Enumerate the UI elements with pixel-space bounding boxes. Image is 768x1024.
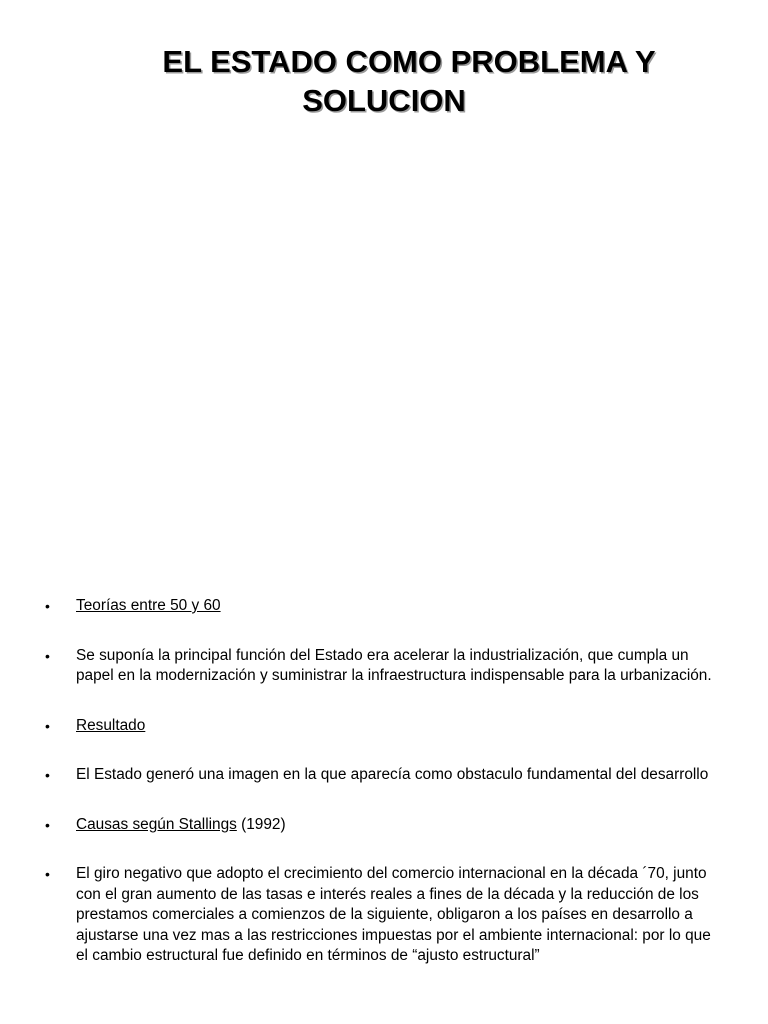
bullet-icon: • [45,717,50,734]
bullet-icon: • [45,767,50,783]
title-line-2: SOLUCION [302,83,466,118]
page-title [0,42,768,120]
list-item [0,646,768,687]
bullet-text: El giro negativo que adopto el crecimiento del comercio internacional en la década ´70, junto con el gran aumento de las tasas e interés reales a fines de la década y la reducción de los prestamos comerciales a comienzos de la siguiente, obligaron a los países en desarrollo a ajustarse una vez mas a las restricciones impuestas por el ambiente internacional: por lo que el cambio estructural fue definido en términos de “ajusto estructural” [76,865,711,964]
list-item [0,596,768,617]
list-item [0,815,768,836]
bullet-text: (1992) [236,815,286,833]
bullet-text: Se suponía la principal función del Estado era acelerar la industrialización, que cumpla un papel en la modernización y suministrar la infraestructura indispensable para la urbanización. [76,646,712,684]
bullet-heading: Teorías entre 50 y 60 [76,597,221,614]
title-line-1: EL ESTADO COMO PROBLEMA Y [162,44,656,79]
bullet-text: El Estado generó una imagen en la que aparecía como obstaculo fundamental del desarrollo [76,766,709,783]
bullet-icon: • [45,816,50,833]
bullet-icon: • [45,647,50,664]
list-item [0,864,768,967]
bullet-heading: Causas según Stallings [76,815,237,833]
list-item [0,716,768,737]
bullet-heading: Resultado [76,716,146,734]
list-item [0,765,768,786]
bullet-icon: • [45,598,50,614]
bullet-icon: • [45,866,50,882]
bullet-list [0,596,768,996]
